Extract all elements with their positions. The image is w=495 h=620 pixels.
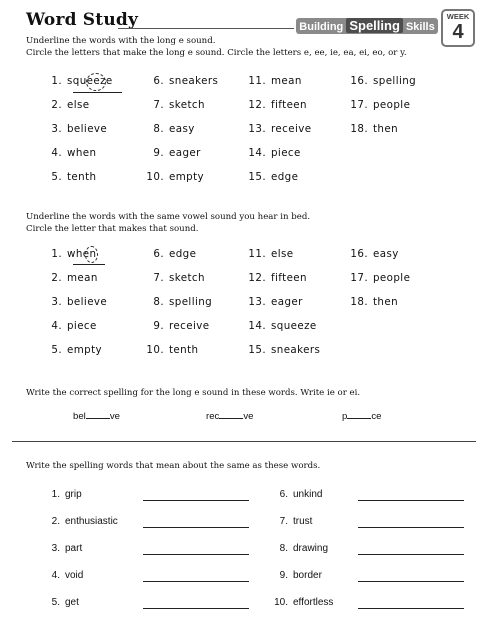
word-number: 4. (51, 320, 62, 332)
answer-line[interactable] (143, 608, 249, 609)
word-text[interactable]: easy (169, 123, 195, 135)
word-item[interactable] (40, 99, 90, 111)
word-item[interactable] (142, 147, 201, 159)
fill-blank[interactable] (86, 411, 110, 419)
word-number: 10. (146, 171, 164, 183)
word-text[interactable]: empty (169, 171, 205, 183)
word-number: 15. (248, 344, 266, 356)
answer-line[interactable] (358, 581, 464, 582)
word-item[interactable] (244, 344, 320, 356)
word-item[interactable] (40, 147, 96, 159)
word-number: 6. (153, 75, 164, 87)
word-number: 16. (350, 75, 368, 87)
synonym-word: effortless (293, 597, 334, 608)
word-item[interactable] (142, 344, 198, 356)
page-title: Word Study (26, 10, 139, 30)
banner-post: Skills (405, 21, 435, 33)
circle-mark (86, 73, 106, 91)
word-number: 8. (153, 123, 164, 135)
word-number: 12. (248, 272, 266, 284)
synonym-number: 10. (274, 597, 288, 608)
word-item[interactable] (142, 296, 212, 308)
synonym-item (268, 597, 333, 608)
word-text[interactable]: sneakers (271, 344, 321, 356)
word-number: 15. (248, 171, 266, 183)
synonym-word: grip (65, 489, 82, 500)
synonym-word: void (65, 570, 84, 581)
word-text[interactable]: squeeze (67, 75, 113, 87)
word-text[interactable]: believe (67, 123, 108, 135)
word-number: 2. (51, 272, 62, 284)
word-item[interactable] (244, 147, 301, 159)
fill-post: ce (371, 411, 382, 422)
word-text[interactable]: edge (271, 171, 299, 183)
section3-instruction: Write the correct spelling for the long e sound in these words. Write ie or ei. (26, 388, 361, 398)
word-item[interactable] (142, 123, 195, 135)
word-text[interactable]: sketch (169, 272, 205, 284)
fill-blank[interactable] (219, 411, 243, 419)
word-text[interactable]: tenth (169, 344, 199, 356)
word-item[interactable] (40, 344, 102, 356)
section1-instruction-1: Underline the words with the long e sound. (26, 36, 216, 46)
word-text[interactable]: empty (67, 344, 103, 356)
synonym-word: part (65, 543, 83, 554)
synonym-item (268, 516, 312, 527)
title-rule (118, 28, 294, 29)
word-item[interactable] (244, 75, 302, 87)
word-number: 17. (350, 99, 368, 111)
synonym-number: 1. (51, 489, 60, 500)
section2-instruction-1: Underline the words with the same vowel sound you hear in bed. (26, 212, 311, 222)
section-divider (12, 441, 476, 442)
word-text[interactable]: sneakers (169, 75, 219, 87)
word-text[interactable]: then (373, 123, 399, 135)
word-item[interactable] (142, 272, 205, 284)
word-text[interactable]: easy (373, 248, 399, 260)
word-item[interactable] (40, 296, 107, 308)
synonym-number: 4. (51, 570, 60, 581)
synonym-item (40, 516, 118, 527)
word-text[interactable]: fifteen (271, 272, 307, 284)
synonym-word: unkind (293, 489, 323, 500)
synonym-number: 8. (279, 543, 288, 554)
word-number: 11. (248, 248, 266, 260)
word-text[interactable]: then (373, 296, 399, 308)
synonym-word: trust (293, 516, 313, 527)
week-badge (441, 9, 475, 47)
word-number: 8. (153, 296, 164, 308)
word-number: 13. (248, 123, 266, 135)
word-item[interactable] (40, 272, 98, 284)
fill-blank[interactable] (347, 411, 371, 419)
fill-post: ve (243, 411, 254, 422)
section1-instruction-2: Circle the letters that make the long e sound. Circle the letters e, ee, ie, ea, ei, eo, or y. (26, 48, 407, 58)
word-number: 7. (153, 99, 164, 111)
section4-instruction: Write the spelling words that mean about the same as these words. (26, 461, 321, 471)
word-number: 11. (248, 75, 266, 87)
word-item[interactable] (244, 248, 294, 260)
word-text[interactable]: believe (67, 296, 108, 308)
synonym-item (40, 570, 83, 581)
synonym-number: 2. (51, 516, 60, 527)
synonym-word: border (293, 570, 322, 581)
word-number: 14. (248, 320, 266, 332)
word-item[interactable] (142, 320, 209, 332)
word-text[interactable]: people (373, 99, 411, 111)
synonym-word: enthusiastic (65, 516, 118, 527)
word-item[interactable] (244, 99, 307, 111)
synonym-item (40, 597, 79, 608)
word-item[interactable] (346, 272, 410, 284)
word-number: 14. (248, 147, 266, 159)
underline-mark (73, 264, 105, 265)
word-text[interactable]: receive (169, 320, 210, 332)
word-number: 1. (51, 75, 62, 87)
synonym-number: 3. (51, 543, 60, 554)
word-text[interactable]: squeeze (271, 320, 317, 332)
word-item[interactable] (142, 99, 205, 111)
word-item[interactable] (142, 75, 218, 87)
word-number: 7. (153, 272, 164, 284)
word-item[interactable] (244, 171, 298, 183)
synonym-item (268, 489, 322, 500)
word-text[interactable]: tenth (67, 171, 97, 183)
word-text[interactable]: receive (271, 123, 312, 135)
word-text[interactable]: fifteen (271, 99, 307, 111)
fill-post: ve (109, 411, 120, 422)
fill-item-2[interactable] (206, 411, 253, 422)
word-text[interactable]: piece (271, 147, 301, 159)
fill-pre: bel (73, 411, 86, 422)
word-text[interactable]: mean (67, 272, 98, 284)
word-item[interactable] (346, 99, 410, 111)
word-number: 6. (153, 248, 164, 260)
word-number: 17. (350, 272, 368, 284)
word-number: 18. (350, 123, 368, 135)
word-text[interactable]: else (67, 99, 90, 111)
week-number: 4 (452, 21, 464, 43)
word-item[interactable] (244, 123, 311, 135)
answer-line[interactable] (358, 608, 464, 609)
word-number: 18. (350, 296, 368, 308)
underline-mark (73, 92, 122, 93)
word-item[interactable] (346, 123, 398, 135)
word-number: 1. (51, 248, 62, 260)
synonym-item (40, 543, 82, 554)
word-text[interactable]: when (67, 147, 97, 159)
word-number: 10. (146, 344, 164, 356)
word-number: 9. (153, 147, 164, 159)
synonym-number: 5. (51, 597, 60, 608)
section2-instruction-2: Circle the letter that makes that sound. (26, 224, 199, 234)
banner-pre: Building (299, 21, 344, 33)
word-item[interactable] (244, 296, 303, 308)
word-number: 5. (51, 171, 62, 183)
answer-line[interactable] (143, 581, 249, 582)
answer-line[interactable] (358, 500, 464, 501)
word-text[interactable]: when (67, 248, 97, 260)
word-item[interactable] (142, 171, 204, 183)
word-number: 2. (51, 99, 62, 111)
word-text[interactable]: people (373, 272, 411, 284)
synonym-item (40, 489, 82, 500)
banner-mid: Spelling (346, 18, 403, 33)
synonym-item (268, 570, 322, 581)
word-text[interactable]: eager (169, 147, 201, 159)
word-text[interactable]: mean (271, 75, 302, 87)
word-item[interactable] (40, 320, 97, 332)
word-text[interactable]: piece (67, 320, 97, 332)
word-item[interactable] (244, 320, 317, 332)
word-item[interactable] (40, 123, 107, 135)
word-item[interactable] (40, 171, 96, 183)
answer-line[interactable] (143, 500, 249, 501)
fill-pre: rec (206, 411, 220, 422)
word-text[interactable]: else (271, 248, 294, 260)
week-label: WEEK (446, 12, 470, 21)
answer-line[interactable] (358, 554, 464, 555)
synonym-word: drawing (293, 543, 329, 554)
answer-line[interactable] (143, 527, 249, 528)
word-text[interactable]: eager (271, 296, 303, 308)
word-number: 3. (51, 296, 62, 308)
series-banner (296, 18, 438, 34)
fill-item-3[interactable] (342, 411, 381, 422)
word-number: 16. (350, 248, 368, 260)
synonym-number: 6. (279, 489, 288, 500)
word-text[interactable]: spelling (169, 296, 213, 308)
fill-pre: p (342, 411, 348, 422)
synonym-item (268, 543, 328, 554)
circle-mark (85, 246, 98, 263)
word-text[interactable]: edge (169, 248, 197, 260)
word-text[interactable]: sketch (169, 99, 205, 111)
word-item[interactable] (142, 248, 196, 260)
word-number: 12. (248, 99, 266, 111)
word-item[interactable] (346, 296, 398, 308)
synonym-number: 7. (279, 516, 288, 527)
word-number: 9. (153, 320, 164, 332)
word-number: 13. (248, 296, 266, 308)
word-item[interactable] (346, 248, 399, 260)
synonym-number: 9. (279, 570, 288, 581)
word-number: 5. (51, 344, 62, 356)
synonym-word: get (65, 597, 79, 608)
word-text[interactable]: spelling (373, 75, 417, 87)
word-item[interactable] (244, 272, 307, 284)
fill-item-1[interactable] (73, 411, 120, 422)
word-item[interactable] (346, 75, 416, 87)
word-number: 3. (51, 123, 62, 135)
answer-line[interactable] (358, 527, 464, 528)
answer-line[interactable] (143, 554, 249, 555)
word-number: 4. (51, 147, 62, 159)
